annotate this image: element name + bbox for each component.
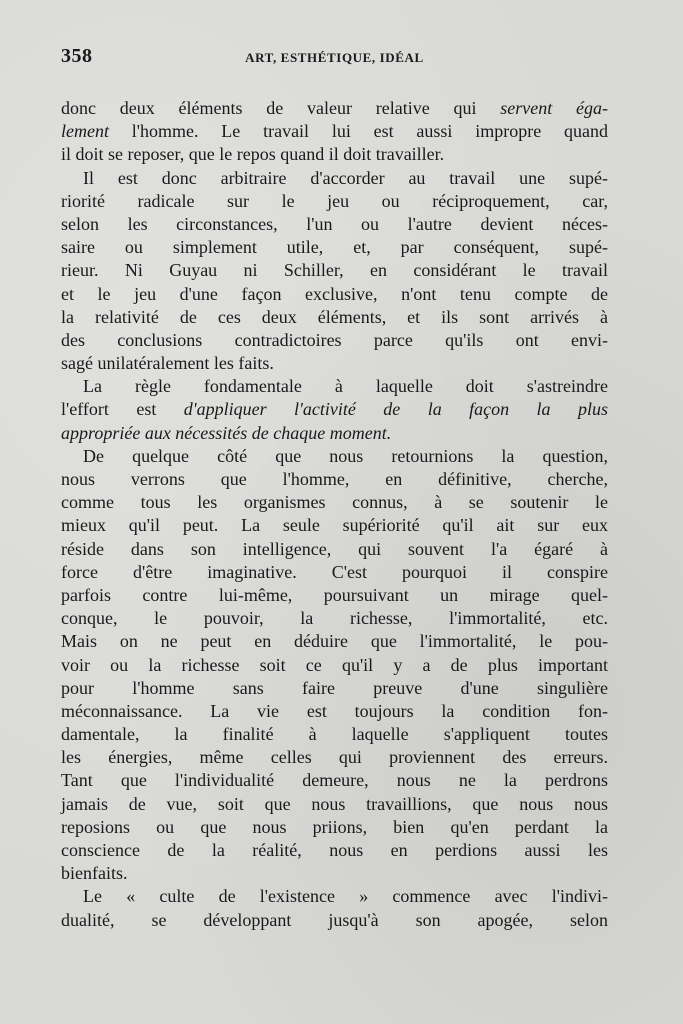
text-line — [61, 862, 608, 885]
running-title: ART, ESTHÉTIQUE, IDÉAL — [245, 50, 424, 65]
text-segment: comme tous les organismes connus, à se soutenir le — [61, 492, 608, 513]
body-text — [61, 97, 608, 932]
italic-segment: d'appliquer l'activité de la façon la plus — [183, 399, 608, 420]
text-line — [61, 839, 608, 862]
italic-segment: appropriée aux nécessités de chaque moment. — [61, 422, 392, 443]
text-line — [61, 630, 608, 653]
text-segment: selon les circonstances, l'un ou l'autre devient néces- — [61, 213, 608, 234]
text-line — [61, 885, 608, 908]
text-line — [61, 584, 608, 607]
text-segment: Tant que l'individualité demeure, nous ne la perdrons — [61, 770, 608, 791]
text-line — [61, 700, 608, 723]
text-segment: riorité radicale sur le jeu ou réciproquement, car, — [61, 190, 608, 211]
text-line — [61, 677, 608, 700]
text-segment: donc deux éléments de valeur relative qui — [61, 98, 501, 118]
text-line — [61, 120, 608, 143]
text-segment: des conclusions contradictoires parce qu'ils ont envi- — [61, 329, 608, 350]
text-line — [61, 654, 608, 677]
text-line — [61, 514, 608, 537]
text-segment: De quelque côté que nous retournions la question, — [83, 445, 608, 466]
text-line — [61, 607, 608, 630]
text-line — [61, 352, 608, 375]
text-line — [61, 97, 608, 120]
text-line — [61, 422, 608, 445]
text-line — [61, 491, 608, 514]
text-line — [61, 445, 608, 468]
text-line — [61, 468, 608, 491]
text-line — [61, 538, 608, 561]
text-segment: nous verrons que l'homme, en définitive, cherche, — [61, 469, 608, 489]
text-line — [61, 793, 608, 816]
text-segment: la relativité de ces deux éléments, et ils sont arrivés à — [61, 306, 608, 327]
text-segment: rieur. Ni Guyau ni Schiller, en considérant le travail — [61, 260, 608, 281]
text-line — [61, 213, 608, 236]
text-segment: conscience de la réalité, nous en perdions aussi les — [61, 840, 608, 860]
text-segment: force d'être imaginative. C'est pourquoi il conspire — [61, 561, 608, 582]
text-line — [61, 816, 608, 839]
text-line — [61, 561, 608, 584]
text-segment: les énergies, même celles qui proviennent des erreurs. — [61, 747, 608, 768]
text-line — [61, 746, 608, 769]
text-segment: Il est donc arbitraire d'accorder au travail une supé- — [83, 167, 608, 188]
text-line — [61, 167, 608, 190]
text-segment: réside dans son intelligence, qui souvent l'a égaré à — [61, 538, 608, 559]
text-segment: Mais on ne peut en déduire que l'immortalité, le pou- — [61, 631, 608, 652]
text-segment: damentale, la finalité à laquelle s'appliquent toutes — [61, 724, 608, 745]
running-head — [61, 45, 608, 73]
text-line — [61, 306, 608, 329]
text-line — [61, 259, 608, 282]
text-segment: bienfaits. — [61, 863, 128, 884]
text-segment: voir ou la richesse soit ce qu'il y a de plus important — [61, 654, 608, 675]
text-segment: conque, le pouvoir, la richesse, l'immortalité, etc. — [61, 608, 608, 629]
text-line — [61, 329, 608, 352]
text-segment: pour l'homme sans faire preuve d'une singulière — [61, 677, 608, 698]
text-line — [61, 283, 608, 306]
text-segment: sagé unilatéralement les faits. — [61, 353, 274, 374]
text-segment: il doit se reposer, que le repos quand il doit travailler. — [61, 144, 445, 165]
text-segment: La règle fondamentale à laquelle doit s'astreindre — [83, 376, 608, 397]
italic-segment: lement — [61, 121, 109, 142]
text-segment: reposions ou que nous priions, bien qu'en perdant la — [61, 816, 608, 837]
text-segment: et le jeu d'une façon exclusive, n'ont tenu compte de — [61, 283, 608, 304]
italic-segment: servent éga- — [500, 98, 608, 118]
text-line — [61, 769, 608, 792]
text-segment: dualité, se développant jusqu'à son apogée, selon — [61, 909, 608, 930]
text-segment: jamais de vue, soit que nous travaillions, que nous nous — [61, 793, 608, 814]
text-line — [61, 398, 608, 421]
text-line — [61, 375, 608, 398]
text-line — [61, 143, 608, 166]
text-segment: Le « culte de l'existence » commence avec l'indivi- — [83, 886, 608, 907]
text-line — [61, 909, 608, 932]
page-number: 358 — [61, 45, 93, 67]
text-line — [61, 236, 608, 259]
text-line — [61, 723, 608, 746]
text-segment: parfois contre lui-même, poursuivant un mirage quel- — [61, 584, 608, 605]
text-segment: mieux qu'il peut. La seule supériorité qu'il ait sur eux — [61, 515, 608, 536]
text-segment: méconnaissance. La vie est toujours la condition fon- — [61, 700, 608, 721]
text-segment: l'homme. Le travail lui est aussi impropre quand — [108, 121, 608, 142]
text-line — [61, 190, 608, 213]
text-segment: l'effort est — [61, 399, 184, 420]
text-segment: saire ou simplement utile, et, par conséquent, supé- — [61, 237, 608, 258]
